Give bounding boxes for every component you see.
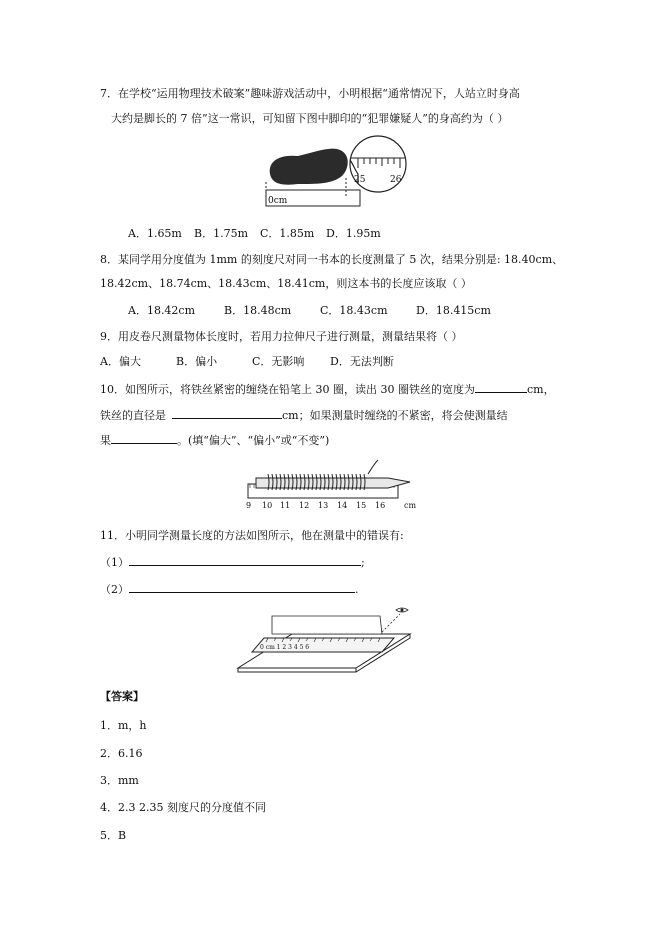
- q7-option-a: A．1.65m: [128, 227, 182, 240]
- coil-tick-14: 14: [337, 501, 348, 510]
- sight-line: [382, 614, 400, 632]
- tick-25-label: 25: [354, 175, 366, 185]
- q9-line-1: 9．用皮卷尺测量物体长度时，若用力拉伸尺子进行测量，测量结果将（ ）: [100, 330, 463, 343]
- coil-tick-13: 13: [318, 501, 329, 510]
- coil-tick-15: 15: [356, 501, 367, 510]
- q11-item-2: [100, 580, 359, 598]
- coil-figure: [238, 458, 438, 516]
- coil-tick-16: 16: [375, 501, 386, 510]
- q11-item-1: [100, 553, 365, 571]
- object-block: [272, 616, 382, 634]
- q11-item-1-end: ;: [361, 556, 365, 569]
- q10-line-2-text: 铁丝的直径是: [100, 409, 166, 422]
- q10-line-1-text: 10．如图所示，将铁丝紧密的缠绕在铅笔上 30 圈，读出 30 圈铁丝的宽度为: [100, 383, 475, 396]
- q8-option-b: B．18.48cm: [224, 304, 292, 317]
- q10-line-3-text: 果: [100, 434, 111, 447]
- answer-2: 2．6.16: [100, 747, 143, 760]
- footprint-shape: [270, 149, 348, 185]
- q8-option-a: A．18.42cm: [128, 304, 196, 317]
- q9-option-a: A．偏大: [100, 355, 141, 368]
- zero-cm-label: 0cm: [268, 196, 288, 206]
- q10-line-1: [100, 380, 555, 398]
- q8-option-d: D．18.415cm: [416, 304, 491, 317]
- q10-line-3: [100, 431, 329, 449]
- q10-blank-result[interactable]: [111, 431, 177, 444]
- q11-item-2-end: .: [355, 583, 359, 596]
- q9-option-c: C．无影响: [252, 355, 305, 368]
- q7-option-c: C．1.85m: [260, 227, 315, 240]
- footprint-figure: [258, 134, 408, 210]
- answer-1: 1．m，h: [100, 719, 147, 732]
- coil-ruler-labels: [246, 501, 416, 510]
- answers-heading: 【答案】: [100, 690, 144, 703]
- q10-line-3-rest: 。(填“偏大”、“偏小”或“不变”): [177, 434, 330, 447]
- answer-4: 4．2.3 2.35 刻度尺的分度值不同: [100, 801, 266, 814]
- tick-26-label: 26: [390, 175, 402, 185]
- tilted-ruler-labels: 0 cm 1 2 3 4 5 6: [260, 644, 310, 651]
- q9-option-b: B．偏小: [176, 355, 218, 368]
- measuring-figure: [232, 604, 422, 674]
- q10-line-2-rest: cm；如果测量时缠绕的不紧密，将会使测量结: [282, 409, 508, 422]
- q11-blank-2[interactable]: [129, 580, 355, 593]
- q10-line-1-unit: cm，: [526, 383, 555, 396]
- q8-option-c: C．18.43cm: [320, 304, 388, 317]
- coil-tick-12: 12: [299, 501, 310, 510]
- q9-option-d: D．无法判断: [330, 355, 394, 368]
- q10-blank-width[interactable]: [475, 380, 527, 393]
- q10-line-2: [100, 406, 508, 424]
- coil-tick-10: 10: [262, 501, 273, 510]
- q11-item-2-label: （2）: [100, 583, 129, 596]
- q7-option-b: B．1.75m: [194, 227, 249, 240]
- coil-unit-cm: cm: [404, 501, 417, 510]
- q8-options: [128, 303, 491, 319]
- q7-line-2: 大约是脚长的 7 倍”这一常识，可知留下图中脚印的“犯罪嫌疑人”的身高约为（ ）: [111, 112, 509, 125]
- answer-3: 3．mm: [100, 774, 139, 787]
- q7-option-d: D．1.95m: [326, 227, 381, 240]
- q8-line-2: 18.42cm、18.74cm、18.43cm、18.41cm，则这本书的长度应该取（ ）: [100, 277, 472, 290]
- q8-line-1: 8．某同学用分度值为 1mm 的刻度尺对同一书本的长度测量了 5 次，结果分别是: 18.40cm、: [100, 253, 564, 266]
- coil-tick-11: 11: [280, 501, 291, 510]
- q11-line-1: 11．小明同学测量长度的方法如图所示，他在测量中的错误有:: [100, 529, 404, 542]
- answer-5: 5．B: [100, 829, 127, 842]
- q10-blank-diameter[interactable]: [172, 406, 282, 419]
- q7-options: [128, 226, 381, 242]
- q7-line-1: 7．在学校“运用物理技术破案”趣味游戏活动中，小明根据“通常情况下，人站立时身高: [100, 87, 520, 100]
- q11-blank-1[interactable]: [129, 553, 361, 566]
- q9-options: [100, 354, 394, 370]
- q11-item-1-label: （1）: [100, 556, 129, 569]
- coil-tick-9: 9: [246, 501, 252, 510]
